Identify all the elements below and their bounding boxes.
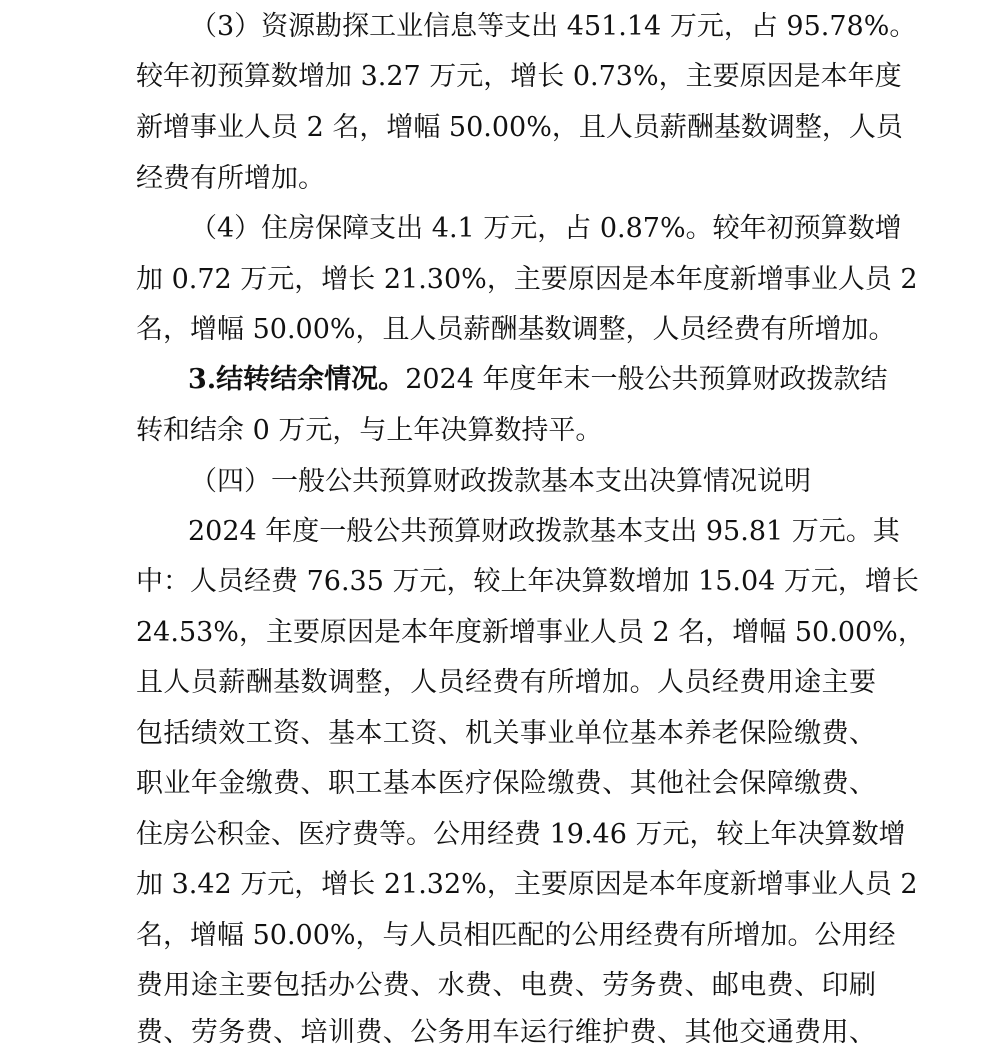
- section-heading: 3.结转结余情况。: [188, 364, 406, 395]
- section-line: [188, 355, 888, 405]
- paragraph-line: 较年初预算数增加 3.27 万元，增长 0.73%，主要原因是本年度: [136, 61, 902, 92]
- paragraph-line: 24.53%，主要原因是本年度新增事业人员 2 名，增幅 50.00%，: [136, 617, 925, 648]
- paragraph-line: 加 0.72 万元，增长 21.30%，主要原因是本年度新增事业人员 2: [136, 264, 918, 295]
- paragraph-line: 包括绩效工资、基本工资、机关事业单位基本养老保险缴费、: [136, 718, 876, 749]
- paragraph-line: 住房公积金、医疗费等。公用经费 19.46 万元，较上年决算数增: [136, 819, 906, 850]
- paragraph-line: 费、劳务费、培训费、公务用车运行维护费、其他交通费用、: [136, 1017, 876, 1048]
- paragraph-line: （4）住房保障支出 4.1 万元，占 0.87%。较年初预算数增: [190, 213, 902, 244]
- section-text: 2024 年度年末一般公共预算财政拨款结: [405, 364, 888, 395]
- paragraph-line: 转和结余 0 万元，与上年决算数持平。: [136, 415, 603, 446]
- paragraph-line: 名，增幅 50.00%，且人员薪酬基数调整，人员经费有所增加。: [136, 314, 896, 345]
- paragraph-line: 职业年金缴费、职工基本医疗保险缴费、其他社会保障缴费、: [136, 768, 876, 799]
- paragraph-line: 且人员薪酬基数调整，人员经费有所增加。人员经费用途主要: [136, 667, 876, 698]
- paragraph-line: 名，增幅 50.00%，与人员相匹配的公用经费有所增加。公用经: [136, 920, 896, 951]
- paragraph-line: 2024 年度一般公共预算财政拨款基本支出 95.81 万元。其: [188, 516, 900, 547]
- paragraph-line: 经费有所增加。: [136, 163, 325, 194]
- paragraph-line: （3）资源勘探工业信息等支出 451.14 万元，占 95.78%。: [190, 11, 917, 42]
- paragraph-line: 费用途主要包括办公费、水费、电费、劳务费、邮电费、印刷: [136, 970, 876, 1001]
- section-heading-four: （四）一般公共预算财政拨款基本支出决算情况说明: [190, 466, 811, 497]
- paragraph-line: 中：人员经费 76.35 万元，较上年决算数增加 15.04 万元，增长: [136, 566, 919, 597]
- paragraph-line: 新增事业人员 2 名，增幅 50.00%，且人员薪酬基数调整，人员: [136, 112, 903, 143]
- paragraph-line: 加 3.42 万元，增长 21.32%，主要原因是本年度新增事业人员 2: [136, 869, 918, 900]
